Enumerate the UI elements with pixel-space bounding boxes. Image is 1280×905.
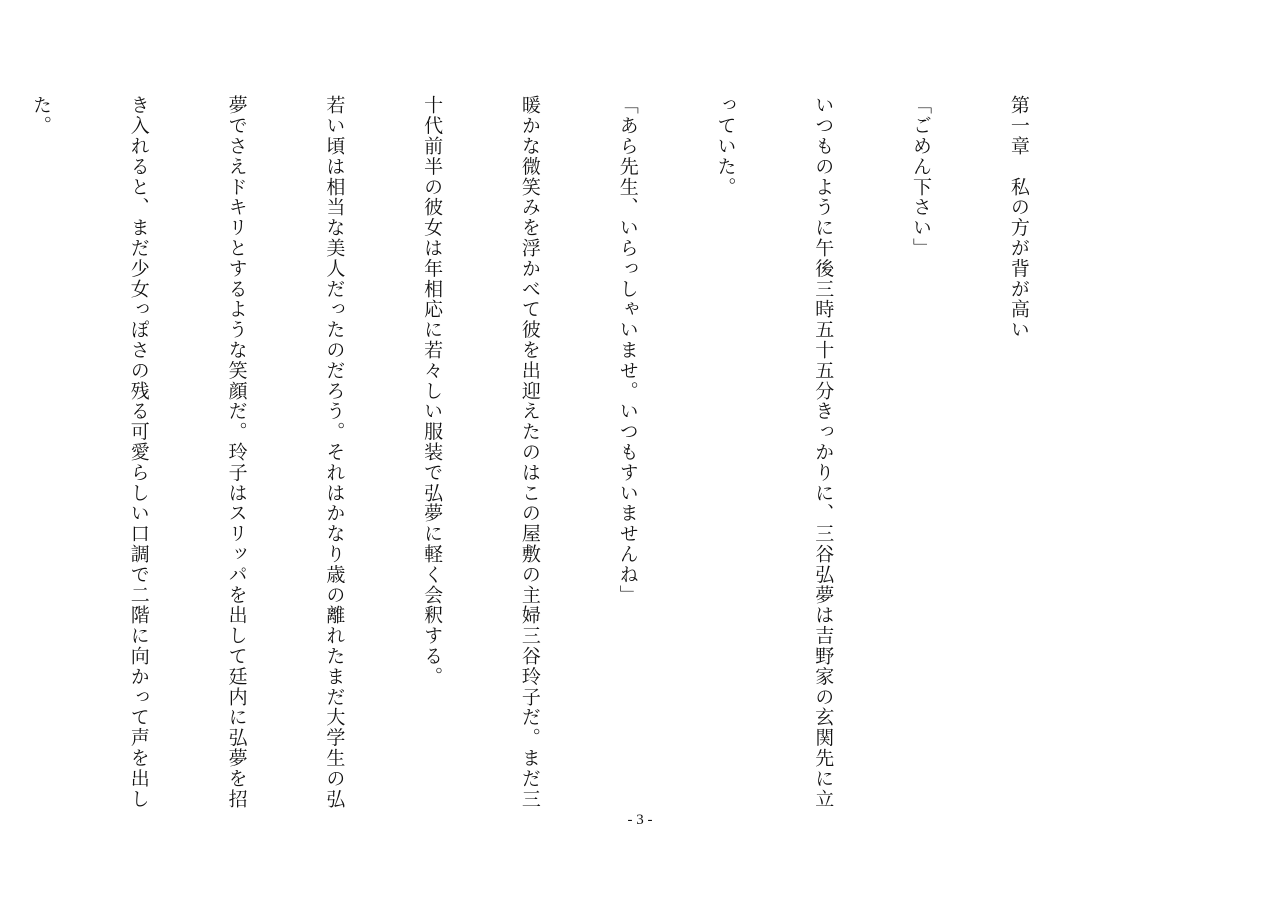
vertical-text-body [0, 95, 1100, 809]
text-line: き入れると、まだ少女っぽさの残る可愛らしい口調で二階に向かって声を出し [127, 95, 150, 809]
text-line: 「あら先生、いらっしゃいませ。いつもすいませんね」 [616, 95, 639, 605]
text-line: 十代前半の彼女は年相応に若々しい服装で弘夢に軽く会釈する。 [421, 95, 444, 687]
text-line: 若い頃は相当な美人だったのだろう。それはかなり歳の離れたまだ大学生の弘 [323, 95, 346, 809]
text-line: 暖かな微笑みを浮かべて彼を出迎えたのはこの屋敷の主婦三谷玲子だ。まだ三 [518, 95, 541, 809]
page-number: - 3 - [627, 812, 653, 828]
text-line: 「ごめん下さい」 [910, 95, 933, 259]
text-line: 夢でさえドキリとするような笑顔だ。玲子はスリッパを出して廷内に弘夢を招 [225, 95, 248, 809]
chapter-title: 第一章 私の方が背が高い [1007, 95, 1030, 340]
text-line: っていた。 [714, 95, 737, 197]
text-line: た。 [30, 95, 52, 136]
text-line: いつものように午後三時五十五分きっかりに、三谷弘夢は吉野家の玄関先に立 [812, 95, 835, 809]
